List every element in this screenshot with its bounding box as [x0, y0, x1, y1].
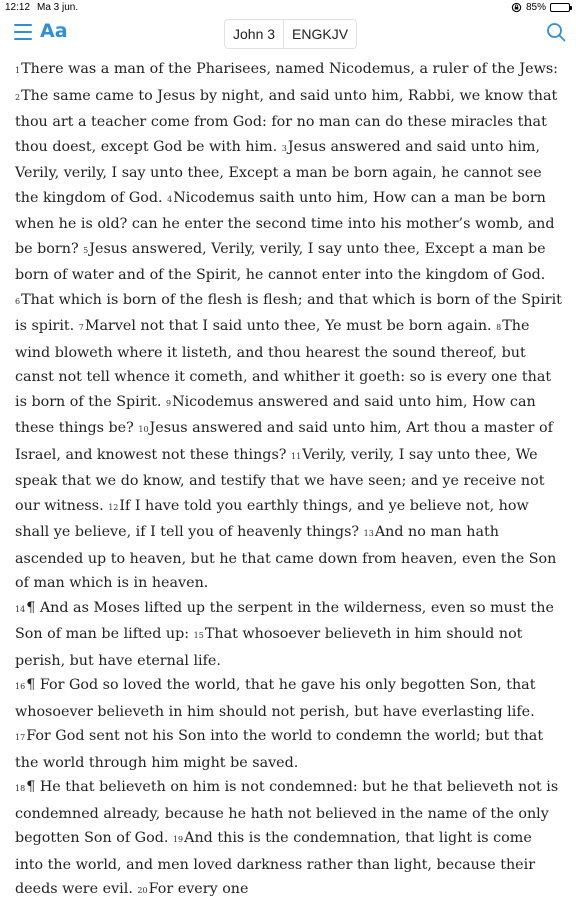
verse-text: ¶ He that believeth on him is not condemned: but he that believeth not is condemned already, because he hath not believed in the name of the only begotten Son of God. — [15, 779, 559, 846]
verse[interactable] — [15, 61, 558, 77]
orientation-lock-icon — [511, 2, 522, 13]
menu-icon[interactable] — [14, 24, 32, 40]
verse-number: 16 — [15, 682, 26, 691]
verse-text: For every one — [148, 881, 249, 897]
toolbar — [0, 16, 576, 50]
verse-number: 12 — [108, 502, 119, 512]
verse-number: 18 — [15, 784, 26, 793]
verse-text: Jesus answered and said unto him, Art thou a master of Israel, and knowest not these things? — [15, 420, 553, 463]
verse-number: 10 — [138, 425, 149, 434]
verse-text: ¶ For God so loved the world, that he gave his only begotten Son, that whosoever believeth in him should not perish, but have everlasting life. — [15, 677, 536, 720]
verse-number: 8 — [496, 323, 502, 332]
search-icon[interactable] — [546, 22, 566, 42]
verse-text: Nicodemus saith unto him, How can a man be born when he is old? can he enter the second time into his mother’s womb, and be born? — [15, 189, 555, 257]
verse-text: Marvel not that I said unto thee, Ye must be born again. — [84, 318, 497, 334]
verse-text: Nicodemus answered and said unto him, How can these things be? — [15, 393, 536, 436]
reference-selector — [224, 19, 357, 49]
verse-text: That whosoever believeth in him should not perish, but have eternal life. — [15, 626, 523, 669]
paragraph — [15, 673, 563, 775]
paragraph — [15, 775, 563, 904]
battery-icon — [550, 3, 570, 12]
verse-number: 6 — [15, 296, 21, 306]
verse-number: 1 — [15, 66, 21, 75]
status-date: Ma 3 jun. — [37, 2, 79, 13]
verse-number: 15 — [193, 631, 204, 640]
verse-number: 14 — [15, 604, 26, 614]
verse-number: 4 — [167, 194, 173, 204]
verse-text: Jesus answered, Verily, verily, I say unto thee, Except a man be born of water and of the Spirit, he cannot enter into the kingdom of God. — [15, 240, 546, 283]
book-chapter-button[interactable]: John 3 — [233, 26, 276, 42]
verse[interactable] — [15, 677, 535, 720]
verse-text: And no man hath ascended up to heaven, but he that came down from heaven, even the Son of man which is in heaven. — [15, 524, 557, 591]
verse-number: 2 — [15, 92, 21, 102]
verse-text: And this is the condemnation, that light is come into the world, and men loved darkness rather than light, because their deeds were evil. — [15, 830, 536, 897]
paragraph — [15, 596, 563, 674]
status-bar — [0, 0, 576, 16]
verse-text: Jesus answered and said unto him, Verily, verily, I say unto thee, Except a man be born again, he cannot see the kingdom of God. — [15, 138, 542, 206]
verse-number: 20 — [137, 886, 148, 895]
verse-number: 13 — [363, 529, 374, 538]
verse[interactable] — [79, 318, 496, 334]
verse-text: ¶ And as Moses lifted up the serpent in the wilderness, even so must the Son of man be lifted up: — [15, 599, 554, 642]
verse-text: The wind bloweth where it listeth, and thou hearest the sound thereof, but canst not tell whence it cometh, and whither it goeth: so is every one that is born of the Spirit. — [15, 318, 552, 410]
verse-text: For God sent not his Son into the world to condemn the world; but that the world through him might be saved. — [15, 728, 544, 771]
verse[interactable] — [15, 241, 546, 284]
status-time: 12:12 — [5, 2, 31, 13]
verse-number: 9 — [165, 398, 172, 408]
font-settings-button[interactable]: Aa — [40, 20, 68, 42]
status-right — [511, 2, 570, 13]
chapter-text — [15, 57, 563, 904]
verse-number: 5 — [83, 245, 89, 255]
version-button[interactable]: ENGKJV — [292, 26, 349, 42]
verse-number: 3 — [281, 143, 287, 153]
battery-percent: 85% — [525, 2, 546, 13]
verse-text: If I have told you earthly things, and ye believe not, how shall ye believe, if I tell you of heavenly things? — [15, 497, 529, 540]
verse-number: 19 — [172, 835, 184, 844]
verse[interactable] — [137, 881, 248, 897]
paragraph — [15, 57, 563, 596]
verse-number: 11 — [291, 451, 302, 461]
verse[interactable] — [15, 728, 543, 771]
verse-text: That which is born of the flesh is flesh; and that which is born of the Spirit is spirit. — [15, 291, 562, 334]
verse-text: There was a man of the Pharisees, named Nicodemus, a ruler of the Jews: — [21, 61, 558, 77]
verse-number: 7 — [78, 323, 84, 332]
verse-text: Verily, verily, I say unto thee, We speak that we do know, and testify that we have seen; and ye receive not our witness. — [15, 446, 545, 514]
verse-text: The same came to Jesus by night, and said unto him, Rabbi, we know that thou art a teacher come from God: for no man can do these miracles that thou doest, except God be with him. — [15, 87, 558, 155]
verse-number: 17 — [15, 733, 26, 742]
